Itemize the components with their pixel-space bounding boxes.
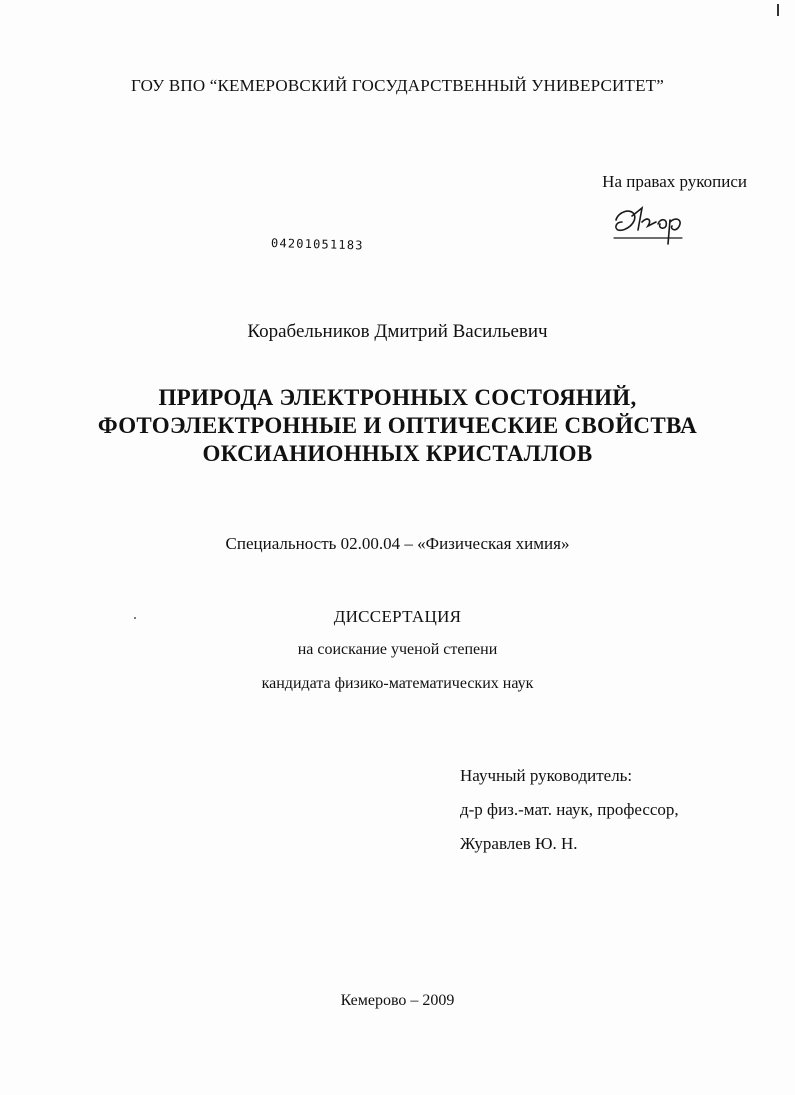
document-type-heading: ДИССЕРТАЦИЯ	[333, 607, 462, 626]
title-line: ФОТОЭЛЕКТРОННЫЕ И ОПТИЧЕСКИЕ СВОЙСТВА	[97, 413, 698, 438]
university-name: ГОУ ВПО “КЕМЕРОВСКИЙ ГОСУДАРСТВЕННЫЙ УНИВЕРСИТЕТ”	[131, 76, 664, 95]
supervisor-name: Журавлев Ю. Н.	[460, 834, 578, 853]
author-name: Корабельников Дмитрий Васильевич	[247, 321, 548, 342]
city-and-year: Кемерово – 2009	[340, 992, 455, 1009]
supervisor-credentials: д-р физ.-мат. наук, профессор,	[460, 800, 679, 819]
supervisor-block	[460, 766, 679, 868]
title-line: ОКСИАНИОННЫХ КРИСТАЛЛОВ	[202, 441, 593, 466]
dissertation-title	[0, 384, 795, 468]
library-inventory-number: 04201051183	[270, 236, 364, 253]
scan-corner-mark	[777, 4, 779, 16]
manuscript-rights-note: На правах рукописи	[602, 172, 747, 191]
degree-name: кандидата физико-математических наук	[261, 675, 534, 692]
supervisor-label: Научный руководитель:	[460, 766, 633, 785]
degree-purpose: на соискание ученой степени	[297, 641, 498, 658]
handwritten-signature	[612, 204, 696, 248]
title-line: ПРИРОДА ЭЛЕКТРОННЫХ СОСТОЯНИЙ,	[158, 385, 637, 410]
specialty-line: Специальность 02.00.04 – «Физическая химия»	[225, 534, 570, 553]
